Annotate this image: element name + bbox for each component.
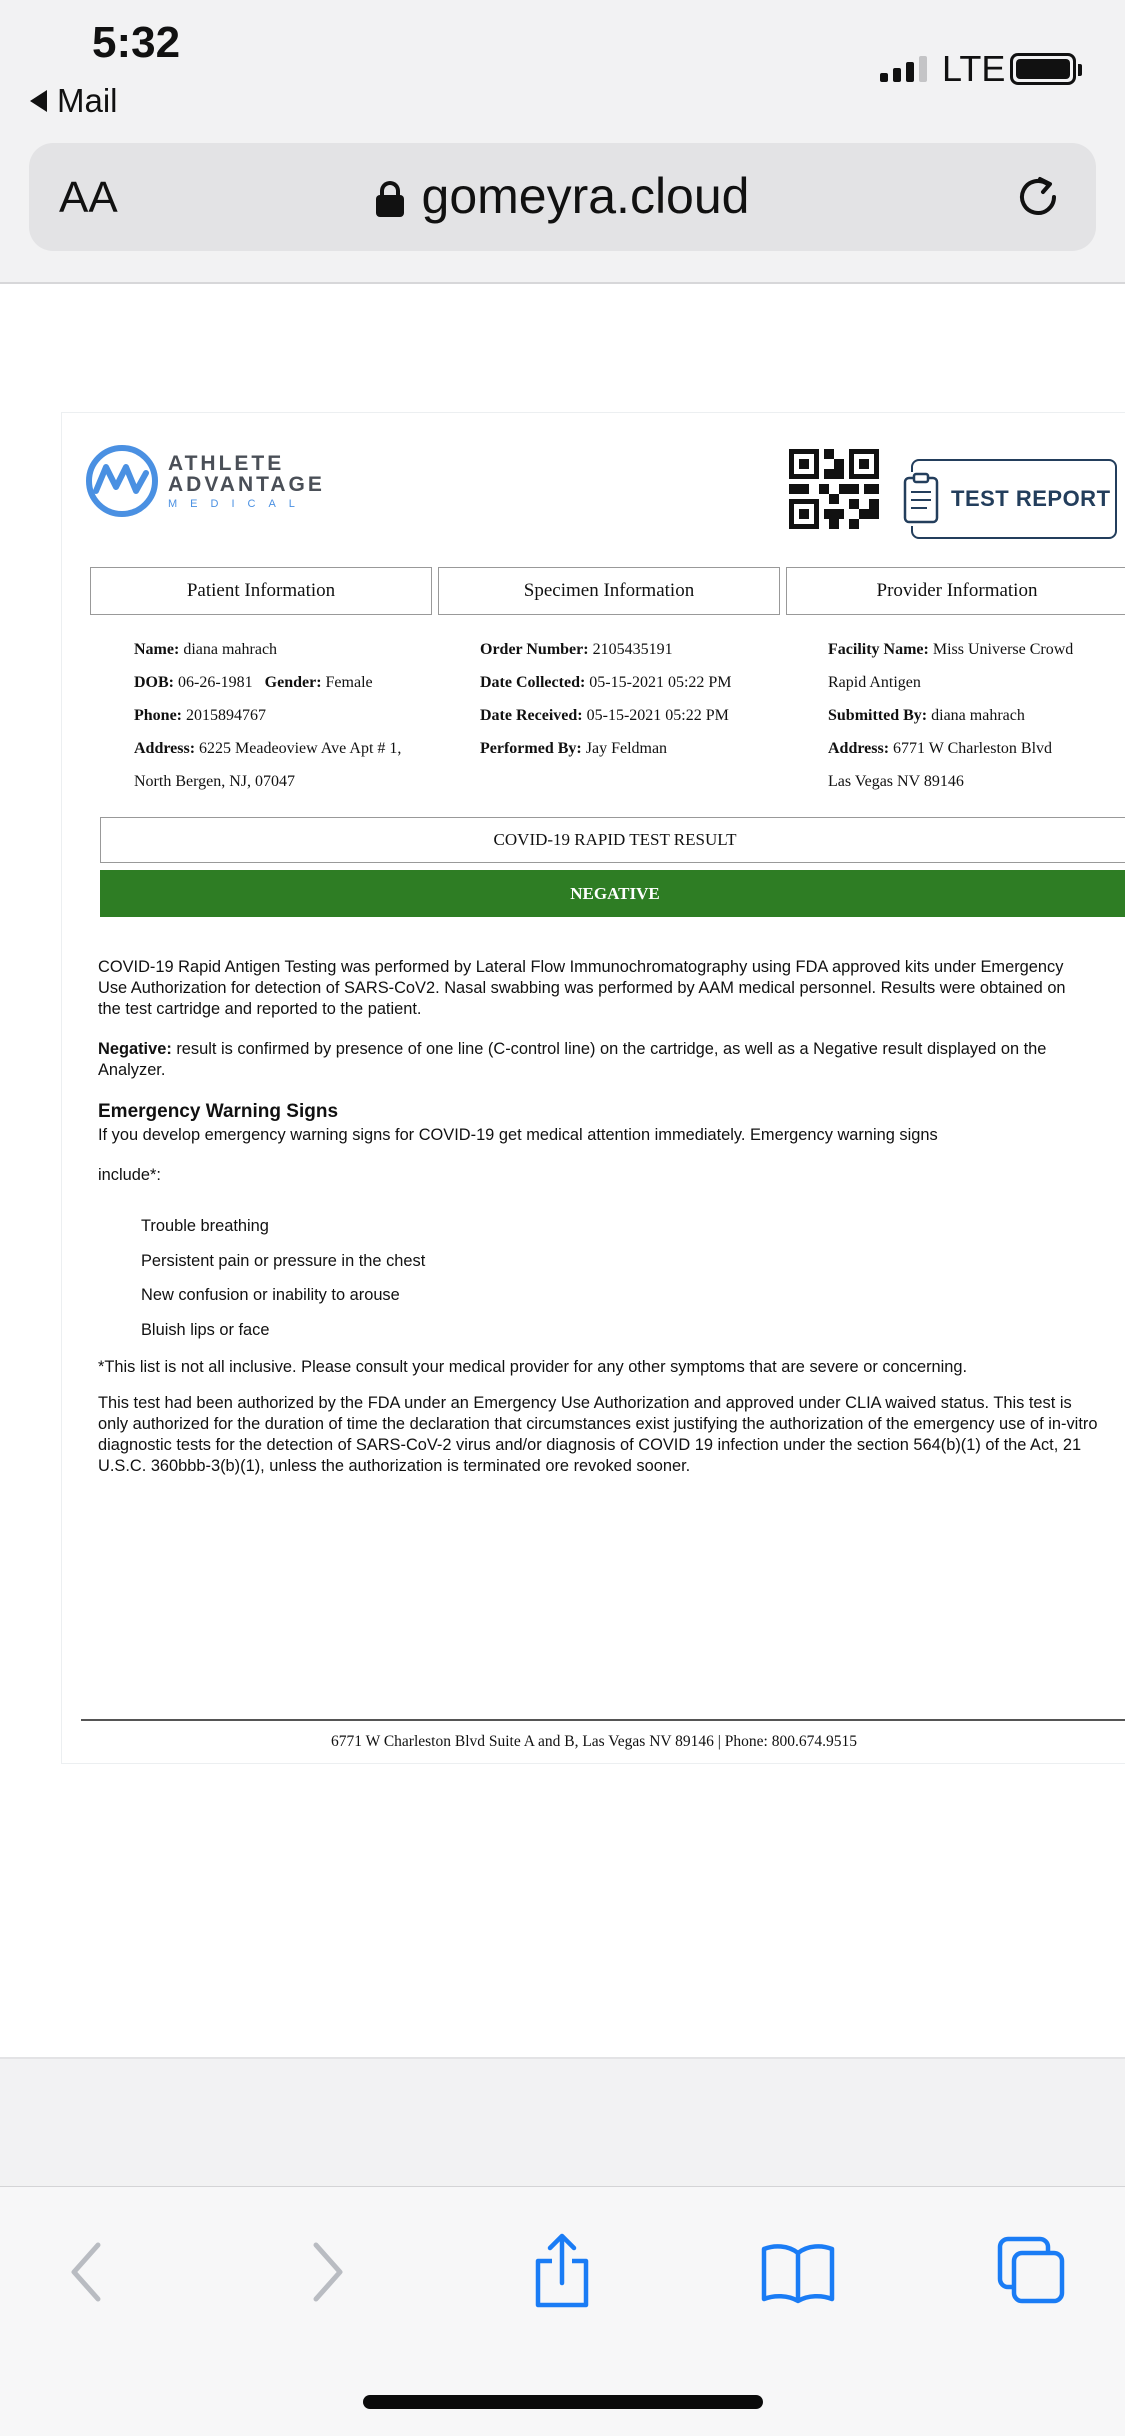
patient-address-line1: 6225 Meadeoview Ave Apt # 1,: [199, 740, 402, 757]
patient-info: [134, 633, 401, 798]
performed-by: Jay Feldman: [585, 740, 668, 757]
eua-line-4: U.S.C. 360bbb-3(b)(1), unless the authorization is terminated ore revoked sooner.: [98, 1457, 691, 1475]
warning-list: [141, 1209, 425, 1347]
negative-line-1: result is confirmed by presence of one line (C-control line) on the cartridge, as well as a Negative result displayed on the: [171, 1040, 1047, 1058]
phone-label: Phone:: [134, 707, 182, 724]
content-bottom-divider: [0, 2057, 1125, 2059]
performed-label: Performed By:: [480, 740, 582, 757]
list-item: Trouble breathing: [141, 1217, 269, 1235]
eua-line-1: This test had been authorized by the FDA under an Emergency Use Authorization and approved under CLIA waived status. This test is: [98, 1394, 1072, 1412]
back-chevron-icon[interactable]: [64, 2237, 108, 2307]
url-display[interactable]: [29, 167, 1096, 225]
submitted-label: Submitted By:: [828, 707, 928, 724]
collected-label: Date Collected:: [480, 674, 586, 691]
bookmarks-icon[interactable]: [760, 2241, 836, 2305]
logo-line-2: ADVANTAGE: [168, 472, 325, 496]
qr-code-icon: [789, 449, 879, 529]
text-size-label: AA: [59, 173, 118, 222]
back-app-label: Mail: [57, 82, 118, 119]
provider-address-line2: Las Vegas NV 89146: [828, 773, 964, 790]
provider-info: [828, 633, 1073, 798]
patient-phone: 2015894767: [186, 707, 266, 724]
testing-line-1: COVID-19 Rapid Antigen Testing was performed by Lateral Flow Immunochromatography using FDA approved kits under Emergency: [98, 958, 1064, 976]
date-collected: 05-15-2021 05:22 PM: [589, 674, 732, 691]
eua-line-3: diagnostic tests for the detection of SARS-CoV-2 virus and/or diagnosis of COVID 19 infection under the section 564(b)(1) of the Act, 21: [98, 1436, 1082, 1454]
address-bar[interactable]: [29, 143, 1096, 251]
negative-line-2: Analyzer.: [98, 1061, 166, 1079]
list-item: Bluish lips or face: [141, 1320, 270, 1339]
network-type: LTE: [942, 48, 1006, 89]
date-received: 05-15-2021 05:22 PM: [586, 707, 729, 724]
testing-line-2: Use Authorization for detection of SARS-CoV2. Nasal swabbing was performed by AAM medical personnel. Results were obtained on: [98, 979, 1066, 997]
disclaimer-text: *This list is not all inclusive. Please consult your medical provider for any other symptoms that are severe or concerning.: [98, 1358, 968, 1376]
back-to-mail-button[interactable]: [30, 82, 118, 120]
home-indicator[interactable]: [363, 2395, 763, 2409]
logo-line-1: ATHLETE: [168, 451, 285, 475]
gender-label: Gender:: [264, 674, 322, 691]
list-item: Persistent pain or pressure in the chest: [141, 1251, 426, 1270]
eua-line-2: only authorized for the duration of time the declaration that circumstances exist justifying the authorization of the emergency use of in-vitro: [98, 1415, 1098, 1433]
order-label: Order Number:: [480, 641, 589, 658]
facility-name-line2: Rapid Antigen: [828, 674, 921, 691]
tabs-icon[interactable]: [996, 2235, 1068, 2307]
logo-line-3: MEDICAL: [168, 497, 308, 510]
patient-dob: 06-26-1981: [178, 674, 253, 691]
test-report-document: [61, 412, 1125, 1764]
received-label: Date Received:: [480, 707, 583, 724]
lock-icon: [376, 181, 404, 217]
web-content: [0, 284, 1125, 2057]
result-title: COVID-19 RAPID TEST RESULT: [100, 817, 1125, 863]
share-icon[interactable]: [530, 2231, 594, 2311]
athlete-advantage-logo: [84, 443, 325, 519]
url-domain: gomeyra.cloud: [421, 168, 750, 224]
patient-gender: Female: [325, 674, 373, 691]
include-label: include*:: [98, 1166, 161, 1184]
submitted-by: diana mahrach: [931, 707, 1025, 724]
testing-line-3: the test cartridge and reported to the patient.: [98, 1000, 422, 1018]
name-label: Name:: [134, 641, 180, 658]
list-item: New confusion or inability to arouse: [141, 1286, 400, 1304]
provider-address-label: Address:: [828, 740, 890, 757]
patient-name: diana mahrach: [183, 641, 278, 658]
testing-paragraph: [98, 957, 1066, 1020]
address-label: Address:: [134, 740, 196, 757]
battery-icon: [1010, 53, 1076, 85]
forward-chevron-icon[interactable]: [306, 2237, 350, 2307]
facility-label: Facility Name:: [828, 641, 929, 658]
negative-paragraph: [98, 1039, 1046, 1081]
patient-address-line2: North Bergen, NJ, 07047: [134, 773, 296, 790]
reload-icon[interactable]: [1010, 169, 1066, 225]
negative-result-bar: NEGATIVE: [100, 870, 1125, 917]
warning-heading: Emergency Warning Signs: [98, 1101, 339, 1122]
clipboard-icon: [901, 472, 941, 526]
eua-paragraph: [98, 1393, 1097, 1477]
patient-info-header: Patient Information: [90, 567, 432, 615]
warning-intro: If you develop emergency warning signs for COVID-19 get medical attention immediately. Emergency warning signs: [98, 1126, 938, 1144]
order-number: 2105435191: [592, 641, 673, 658]
dob-label: DOB:: [134, 674, 174, 691]
clock-time: 5:32: [92, 18, 181, 67]
footer-divider: [81, 1719, 1125, 1721]
test-report-label: TEST REPORT: [951, 486, 1111, 511]
status-bar: [0, 0, 1125, 130]
back-triangle-icon: [30, 90, 47, 112]
negative-label: Negative:: [98, 1040, 172, 1058]
footer-address: 6771 W Charleston Blvd Suite A and B, Las Vegas NV 89146 | Phone: 800.674.9515: [331, 1733, 857, 1750]
specimen-info-header: Specimen Information: [438, 567, 780, 615]
provider-info-header: Provider Information: [786, 567, 1125, 615]
facility-name-line1: Miss Universe Crowd: [932, 641, 1074, 658]
logo-mark-icon: [84, 443, 160, 519]
provider-address-line1: 6771 W Charleston Blvd: [893, 740, 1053, 757]
cellular-signal-icon: [880, 56, 927, 82]
test-report-badge: [911, 459, 1117, 539]
specimen-info: [480, 633, 732, 765]
